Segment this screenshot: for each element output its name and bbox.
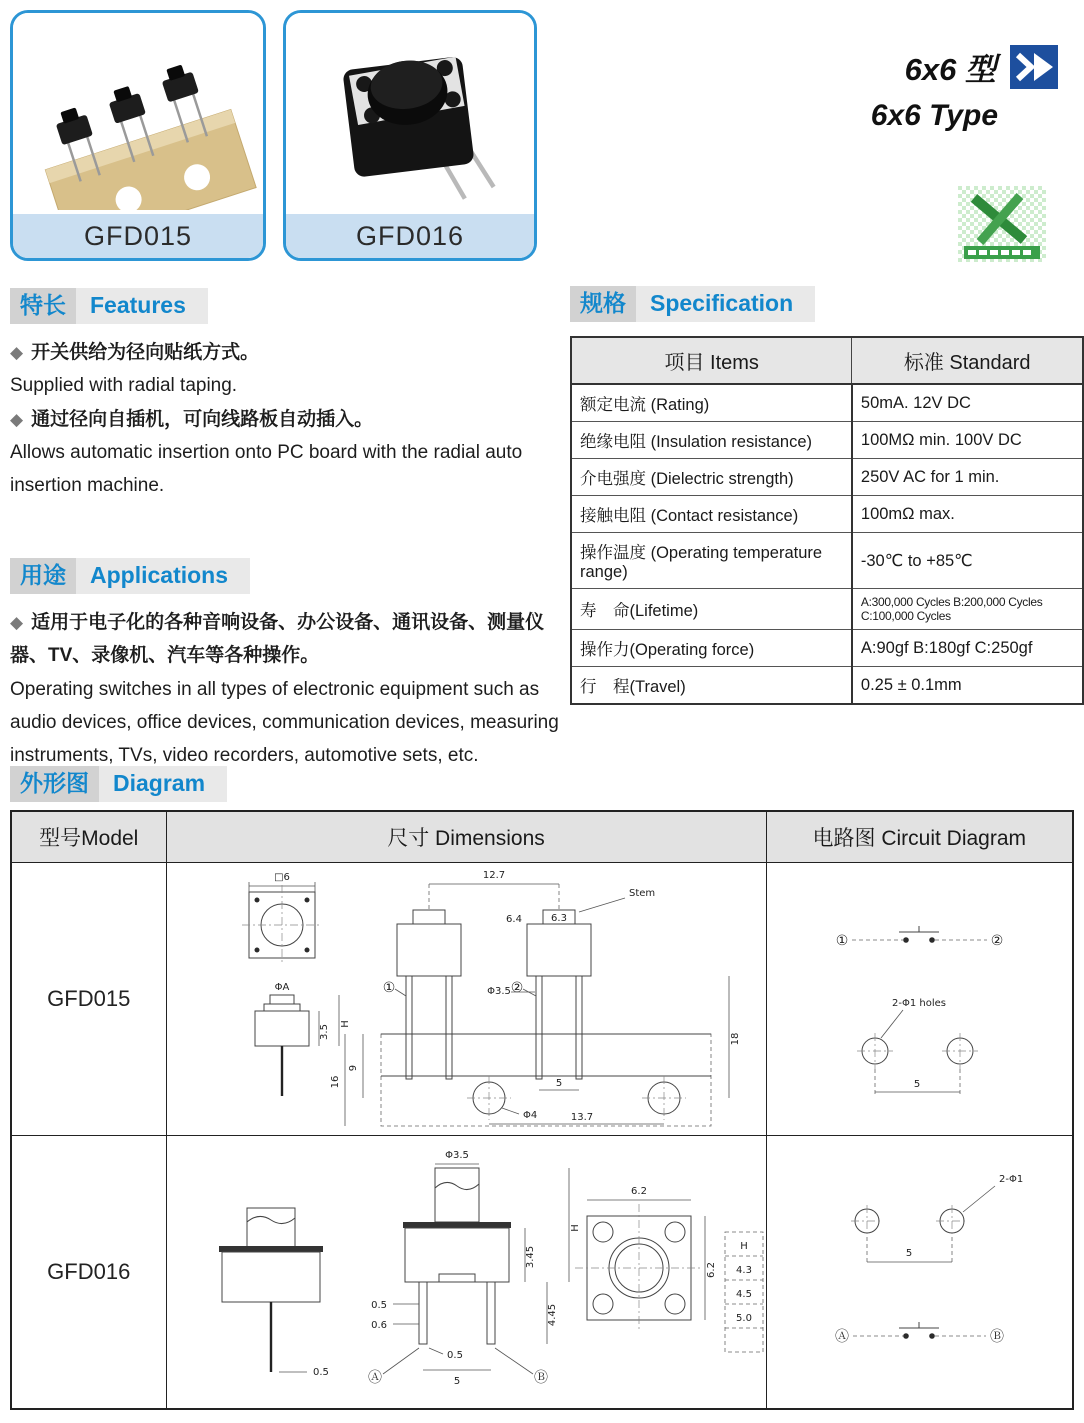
dim-label: 18 <box>729 1032 741 1045</box>
spec-item-cell: 操作温度 (Operating temperature range) <box>571 533 852 589</box>
spec-value-cell: 0.25 ± 0.1mm <box>852 667 1083 705</box>
product-card-gfd015 <box>10 10 266 261</box>
terminal-1-label: ① <box>835 932 848 949</box>
spec-value-cell: 250V AC for 1 min. <box>852 459 1083 496</box>
spec-col-items: 项目 Items <box>571 337 852 384</box>
dimensions-cell-gfd016 <box>166 1136 766 1409</box>
features-header-en: Features <box>76 288 208 324</box>
gfd016-circuit-diagram <box>767 1136 1072 1407</box>
gfd015-top-view <box>242 872 322 965</box>
circuit-symbol <box>835 1322 1004 1345</box>
pcb-hole-layout <box>851 1174 1023 1264</box>
spec-value-cell: 100mΩ max. <box>852 496 1083 533</box>
dim-label: Φ3.5 <box>444 1150 469 1162</box>
dim-label: 6.2 <box>705 1262 717 1279</box>
feature-item-en: Allows automatic insertion onto PC board with the radial auto insertion machine. <box>10 441 523 496</box>
terminal-A-label: Ⓐ <box>834 1329 849 1346</box>
dim-label: 3.45 <box>524 1246 536 1269</box>
product-photo-gfd016 <box>286 13 534 214</box>
series-title-zh: 6x6 型 <box>904 52 996 87</box>
spec-item-cell: 介电强度 (Dielectric strength) <box>571 459 852 496</box>
dim-label: 5 <box>555 1077 562 1089</box>
spec-row <box>571 533 1083 589</box>
holes-label: 2-Φ1 <box>998 1174 1023 1186</box>
diagram-col-model: 型号Model <box>11 811 166 863</box>
dim-label: H <box>569 1224 581 1233</box>
spec-item-cell: 绝缘电阻 (Insulation resistance) <box>571 422 852 459</box>
dim-label: 0.5 <box>446 1350 463 1362</box>
spec-value-cell: A:300,000 Cycles B:200,000 Cycles C:100,000 Cycles <box>852 589 1083 630</box>
gfd016-front-view <box>368 1150 581 1387</box>
circuit-cell-gfd015 <box>766 863 1073 1136</box>
terminal-2-label: ② <box>990 932 1003 949</box>
spec-value-cell: -30℃ to +85℃ <box>852 533 1083 589</box>
dim-label: 6.2 <box>630 1186 647 1198</box>
specification-header-zh: 规格 <box>570 286 636 322</box>
diagram-row-gfd015 <box>11 863 1073 1136</box>
terminal-B-label: Ⓑ <box>989 1329 1004 1346</box>
gfd015-photo-illustration <box>13 13 257 210</box>
spec-row <box>571 630 1083 667</box>
features-header <box>10 288 208 324</box>
spec-row <box>571 422 1083 459</box>
gfd015-taping-view <box>330 870 741 1126</box>
model-cell: GFD015 <box>11 863 166 1136</box>
gfd015-dimension-drawing <box>167 864 765 1135</box>
dim-label: 4.45 <box>546 1304 558 1327</box>
diagram-header-en: Diagram <box>99 766 227 802</box>
spec-row <box>571 384 1083 422</box>
diagram-row-gfd016 <box>11 1136 1073 1409</box>
feature-item-zh: ◆ 开关供给为径向贴纸方式。 <box>10 342 260 363</box>
applications-header-zh: 用途 <box>10 558 76 594</box>
gfd016-h-table <box>725 1232 763 1352</box>
gfd016-top-view <box>575 1186 717 1332</box>
pin2-label: ② <box>510 979 523 996</box>
spec-item-cell: 接触电阻 (Contact resistance) <box>571 496 852 533</box>
diagram-table <box>10 810 1074 1410</box>
holes-label: 2-Φ1 holes <box>891 997 946 1009</box>
gfd016-dimension-drawing <box>167 1136 765 1407</box>
dim-label: 0.6 <box>370 1320 387 1332</box>
h-table-value: 4.5 <box>735 1289 752 1301</box>
applications-en: Operating switches in all types of electronic equipment such as audio devices, office devices, communication devices, measuring instruments, TVs, video recorders, automotive sets, etc. <box>10 678 559 766</box>
spec-value-cell: 100MΩ min. 100V DC <box>852 422 1083 459</box>
spec-row <box>571 667 1083 705</box>
product-label: GFD015 <box>13 214 263 258</box>
dim-label: H <box>339 1019 351 1028</box>
tape-strip <box>27 54 256 210</box>
arrow-icon <box>1010 45 1058 89</box>
h-table-header: H <box>739 1241 748 1253</box>
spec-item-cell: 行 程(Travel) <box>571 667 852 705</box>
dim-label: 0.5 <box>370 1300 387 1312</box>
spec-item-cell: 操作力(Operating force) <box>571 630 852 667</box>
applications-section <box>10 558 562 772</box>
applications-zh: ◆ 适用于电子化的各种音响设备、办公设备、通讯设备、测量仪器、TV、录像机、汽车等各种操作。 <box>10 612 545 667</box>
circuit-cell-gfd016 <box>766 1136 1073 1409</box>
specification-section <box>570 286 1084 705</box>
series-title <box>871 44 1058 133</box>
gfd016-side-view <box>219 1208 329 1378</box>
spec-value-cell: 50mA. 12V DC <box>852 384 1083 422</box>
dim-label: 16 <box>329 1075 341 1088</box>
certification-logo <box>958 186 1046 262</box>
diagram-section-header <box>10 766 227 802</box>
specification-table <box>570 336 1084 705</box>
dimensions-cell-gfd015 <box>166 863 766 1136</box>
diagram-header-row <box>11 811 1073 863</box>
features-section <box>10 288 562 502</box>
spec-value-cell: A:90gf B:180gf C:250gf <box>852 630 1083 667</box>
spec-item-cell: 额定电流 (Rating) <box>571 384 852 422</box>
dim-label: 5 <box>905 1248 912 1260</box>
dim-label: 3.5 <box>318 1023 330 1040</box>
diamond-bullet-icon: ◆ <box>10 613 24 632</box>
features-header-zh: 特长 <box>10 288 76 324</box>
feature-item-en: Supplied with radial taping. <box>10 375 238 397</box>
applications-header-en: Applications <box>76 558 250 594</box>
dim-label: 6.4 <box>505 913 522 925</box>
spec-item-cell: 寿 命(Lifetime) <box>571 589 852 630</box>
dim-label: ΦA <box>274 981 289 993</box>
dim-label: 12.7 <box>482 869 505 881</box>
diagram-header-zh: 外形图 <box>10 766 99 802</box>
dim-label: 0.5 <box>312 1367 329 1379</box>
dim-label: 5 <box>453 1376 460 1388</box>
dim-label: Φ3.5 <box>486 985 511 997</box>
model-cell: GFD016 <box>11 1136 166 1409</box>
feature-item-zh: ◆ 通过径向自插机，可向线路板自动插入。 <box>10 408 374 430</box>
h-table-value: 4.3 <box>735 1265 752 1277</box>
dim-label: 6.3 <box>550 912 567 924</box>
applications-header <box>10 558 250 594</box>
dim-label: □6 <box>273 871 290 883</box>
spec-header-row <box>571 337 1083 384</box>
dim-label: Stem <box>628 887 655 899</box>
diamond-bullet-icon: ◆ <box>10 409 24 429</box>
series-title-en: 6x6 Type <box>870 99 998 132</box>
pinB-label: Ⓑ <box>533 1370 548 1387</box>
diamond-bullet-icon: ◆ <box>10 343 24 362</box>
gfd015-circuit-diagram <box>767 864 1072 1135</box>
spec-row <box>571 589 1083 630</box>
product-card-gfd016 <box>283 10 537 261</box>
pcb-hole-layout <box>857 998 978 1094</box>
specification-header <box>570 286 815 322</box>
diagram-col-dimensions: 尺寸 Dimensions <box>166 811 766 863</box>
specification-header-en: Specification <box>636 286 815 322</box>
h-table-value: 5.0 <box>735 1313 752 1325</box>
gfd016-photo-illustration <box>286 13 528 210</box>
pinA-label: Ⓐ <box>367 1370 382 1387</box>
spec-row <box>571 496 1083 533</box>
spec-row <box>571 459 1083 496</box>
pin1-label: ① <box>382 979 395 996</box>
circuit-symbol <box>835 926 1003 949</box>
switch-body <box>342 52 495 210</box>
dim-label: 13.7 <box>570 1111 593 1123</box>
dim-label: Φ4 <box>522 1109 537 1121</box>
dim-label: 9 <box>347 1064 359 1071</box>
dim-label: 5 <box>913 1078 920 1090</box>
diagram-col-circuit: 电路图 Circuit Diagram <box>766 811 1073 863</box>
spec-col-standard: 标准 Standard <box>852 337 1083 384</box>
product-label: GFD016 <box>286 214 534 258</box>
product-photo-gfd015 <box>13 13 263 214</box>
